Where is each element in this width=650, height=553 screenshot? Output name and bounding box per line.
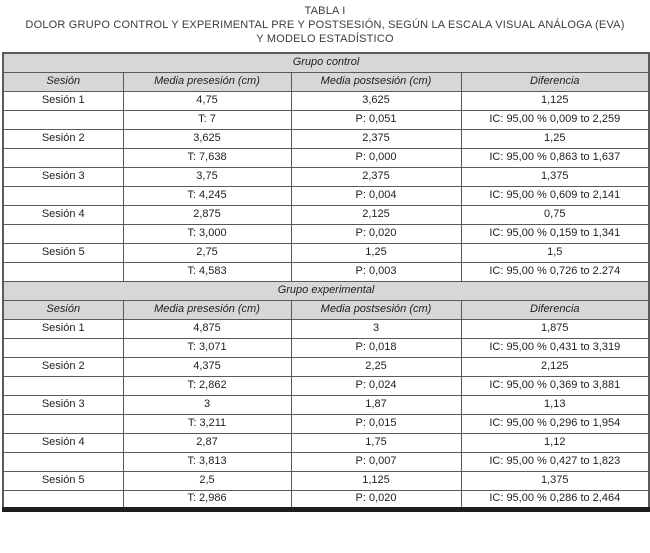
column-header: Media postsesión (cm)	[291, 72, 461, 91]
table-cell: 3	[123, 395, 291, 414]
table-cell: Sesión 4	[3, 433, 123, 452]
table-cell: T: 7,638	[123, 148, 291, 167]
table-cell: 1,125	[461, 91, 649, 110]
table-cell: T: 4,583	[123, 262, 291, 281]
table-cell: 2,75	[123, 243, 291, 262]
data-table	[2, 52, 650, 512]
table-row	[3, 205, 649, 224]
table-row	[3, 433, 649, 452]
table-row	[3, 224, 649, 243]
column-header: Diferencia	[461, 300, 649, 319]
table-cell: 2,87	[123, 433, 291, 452]
table-row	[3, 129, 649, 148]
table-cell: 4,75	[123, 91, 291, 110]
column-header: Sesión	[3, 300, 123, 319]
table-cell: 1,25	[291, 243, 461, 262]
column-header-row	[3, 72, 649, 91]
table-cell	[3, 262, 123, 281]
table-row	[3, 186, 649, 205]
table-cell: T: 2,862	[123, 376, 291, 395]
column-header: Media postsesión (cm)	[291, 300, 461, 319]
table-cell: IC: 95,00 % 0,431 to 3,319	[461, 338, 649, 357]
table-row	[3, 395, 649, 414]
table-cell: Sesión 1	[3, 91, 123, 110]
table-cell: T: 3,813	[123, 452, 291, 471]
table-row	[3, 262, 649, 281]
table-cell	[3, 452, 123, 471]
table-cell: 1,125	[291, 471, 461, 490]
table-cell: 1,12	[461, 433, 649, 452]
table-cell: 1,875	[461, 319, 649, 338]
table-cell: Sesión 4	[3, 205, 123, 224]
table-cell: IC: 95,00 % 0,286 to 2,464	[461, 490, 649, 509]
table-subtitle	[0, 18, 650, 46]
table-cell: P: 0,004	[291, 186, 461, 205]
table-cell: 2,125	[461, 357, 649, 376]
table-cell: T: 3,000	[123, 224, 291, 243]
table-cell: 4,375	[123, 357, 291, 376]
table-cell	[3, 224, 123, 243]
table-cell: Sesión 5	[3, 243, 123, 262]
table-cell: P: 0,051	[291, 110, 461, 129]
table-cell: 4,875	[123, 319, 291, 338]
table-cell: IC: 95,00 % 0,427 to 1,823	[461, 452, 649, 471]
table-caption	[0, 0, 650, 46]
table-row	[3, 452, 649, 471]
table-cell: 3	[291, 319, 461, 338]
table-cell: 1,375	[461, 471, 649, 490]
table-cell: 2,5	[123, 471, 291, 490]
group-header-row	[3, 281, 649, 300]
table-row	[3, 91, 649, 110]
table-cell: 1,5	[461, 243, 649, 262]
table-row	[3, 357, 649, 376]
table-row	[3, 414, 649, 433]
table-cell	[3, 376, 123, 395]
column-header: Diferencia	[461, 72, 649, 91]
table-cell: 2,875	[123, 205, 291, 224]
table-cell: IC: 95,00 % 0,009 to 2,259	[461, 110, 649, 129]
table-cell: T: 4,245	[123, 186, 291, 205]
column-header: Sesión	[3, 72, 123, 91]
table-cell: P: 0,015	[291, 414, 461, 433]
table-cell: P: 0,020	[291, 490, 461, 509]
table-row	[3, 167, 649, 186]
table-cell	[3, 148, 123, 167]
table-cell: Sesión 5	[3, 471, 123, 490]
group-header: Grupo experimental	[3, 281, 649, 300]
table-cell: IC: 95,00 % 0,609 to 2,141	[461, 186, 649, 205]
table-row	[3, 376, 649, 395]
table-cell: T: 3,071	[123, 338, 291, 357]
table-row	[3, 319, 649, 338]
table-cell: IC: 95,00 % 0,726 to 2.274	[461, 262, 649, 281]
table-cell: P: 0,007	[291, 452, 461, 471]
table-cell	[3, 414, 123, 433]
table-cell: IC: 95,00 % 0,159 to 1,341	[461, 224, 649, 243]
table-row	[3, 243, 649, 262]
column-header-row	[3, 300, 649, 319]
table-cell	[3, 110, 123, 129]
table-cell: 1,375	[461, 167, 649, 186]
table-row	[3, 110, 649, 129]
table-row	[3, 338, 649, 357]
table-cell: 3,75	[123, 167, 291, 186]
table-cell: P: 0,018	[291, 338, 461, 357]
table-cell	[3, 186, 123, 205]
table-cell: IC: 95,00 % 0,296 to 1,954	[461, 414, 649, 433]
table-cell: 2,375	[291, 129, 461, 148]
table-cell	[3, 338, 123, 357]
table-cell: 1,25	[461, 129, 649, 148]
table-row	[3, 471, 649, 490]
table-subtitle-line1: DOLOR GRUPO CONTROL Y EXPERIMENTAL PRE Y POSTSESIÓN, SEGÚN LA ESCALA VISUAL ANÁLOGA (EVA)	[25, 19, 625, 31]
table-cell: IC: 95,00 % 0,369 to 3,881	[461, 376, 649, 395]
table-row	[3, 490, 649, 509]
group-header-row	[3, 53, 649, 72]
table-cell: 2,375	[291, 167, 461, 186]
table-cell: 3,625	[291, 91, 461, 110]
table-cell: Sesión 2	[3, 129, 123, 148]
table-cell: 0,75	[461, 205, 649, 224]
table-cell: Sesión 3	[3, 167, 123, 186]
table-cell: 1,13	[461, 395, 649, 414]
table-cell: Sesión 2	[3, 357, 123, 376]
table-cell: P: 0,020	[291, 224, 461, 243]
table-cell: 2,125	[291, 205, 461, 224]
table-cell: T: 2,986	[123, 490, 291, 509]
table-row	[3, 148, 649, 167]
column-header: Media presesión (cm)	[123, 300, 291, 319]
table-cell: T: 7	[123, 110, 291, 129]
table-cell: T: 3,211	[123, 414, 291, 433]
table-cell	[3, 490, 123, 509]
table-cell: 1,75	[291, 433, 461, 452]
table-cell: 3,625	[123, 129, 291, 148]
table-cell: 1,87	[291, 395, 461, 414]
table-cell: Sesión 3	[3, 395, 123, 414]
column-header: Media presesión (cm)	[123, 72, 291, 91]
table-cell: Sesión 1	[3, 319, 123, 338]
table-cell: 2,25	[291, 357, 461, 376]
table-cell: P: 0,000	[291, 148, 461, 167]
table-cell: IC: 95,00 % 0,863 to 1,637	[461, 148, 649, 167]
table-cell: P: 0,024	[291, 376, 461, 395]
table-title: TABLA I	[304, 5, 346, 17]
group-header: Grupo control	[3, 53, 649, 72]
table-cell: P: 0,003	[291, 262, 461, 281]
table-subtitle-line2: Y MODELO ESTADÍSTICO	[256, 33, 394, 45]
